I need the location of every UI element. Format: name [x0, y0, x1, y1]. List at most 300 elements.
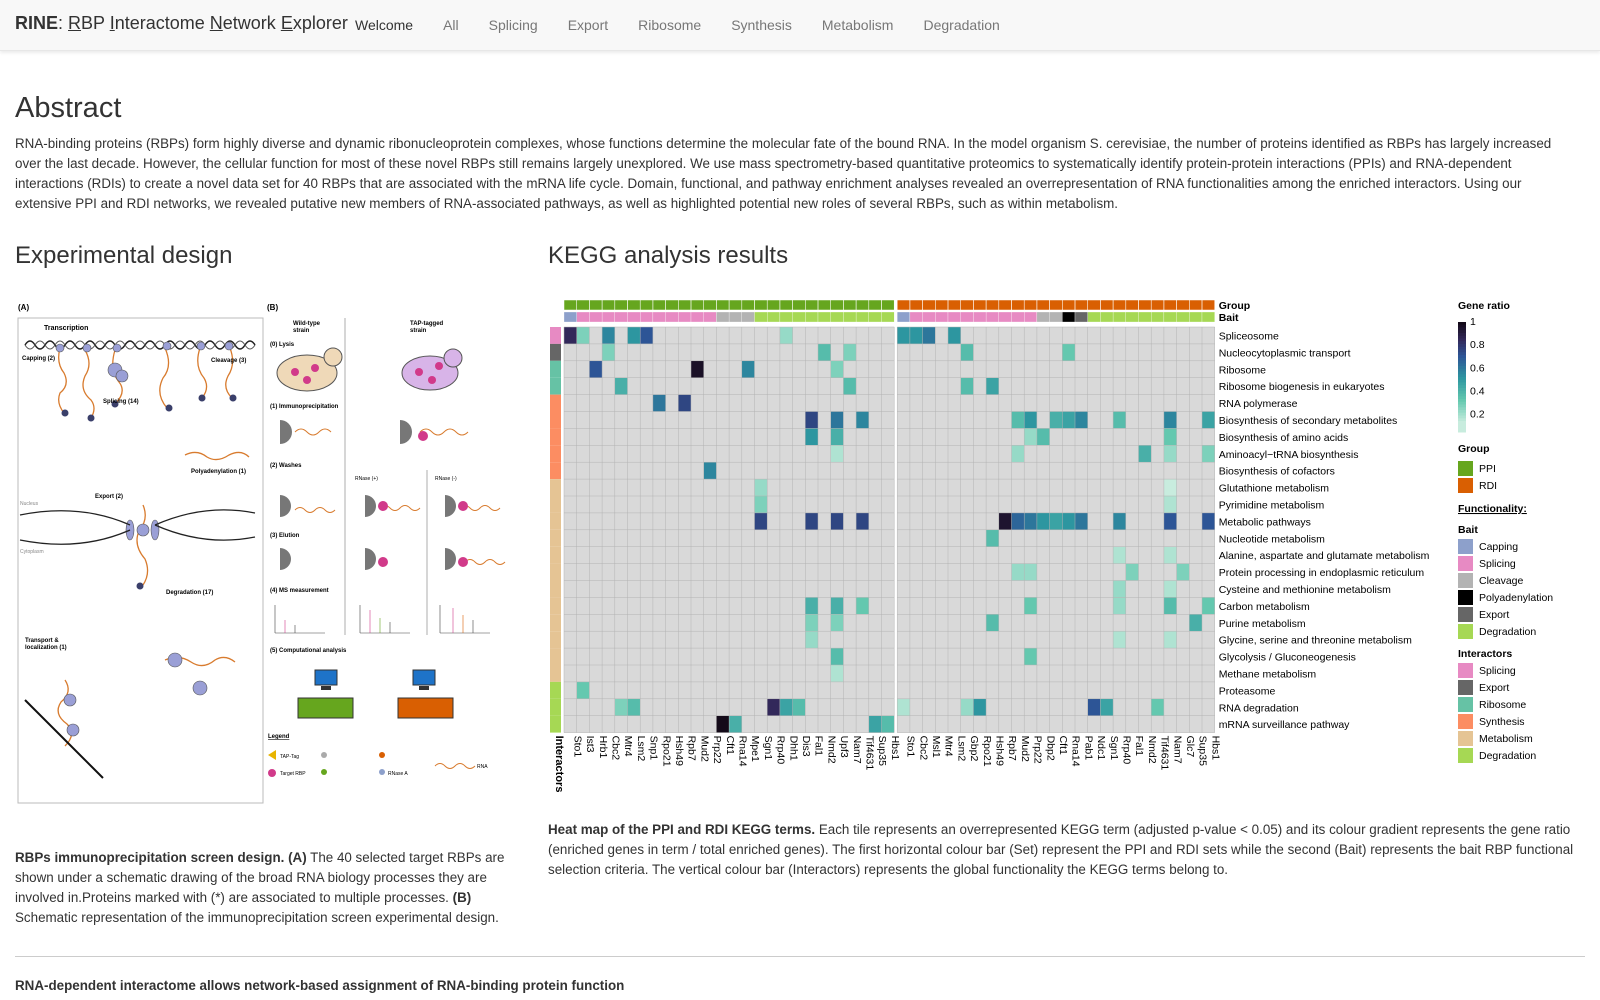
row-label: RNA degradation	[1218, 702, 1299, 715]
legend-target: Target RBP	[280, 771, 306, 777]
heatmap-tile	[1062, 412, 1075, 429]
cytoplasm-label: Cytoplasm	[20, 549, 44, 555]
heatmap-tile	[856, 597, 869, 614]
bait-bar-cell	[729, 312, 742, 322]
column-label: Mtr4	[942, 735, 955, 757]
bait-bar-cell	[923, 312, 936, 322]
column-label: Sgn1	[761, 735, 774, 761]
bait-legend-swatch	[1458, 607, 1473, 622]
heatmap-tile	[678, 395, 691, 412]
caption-bold-a: RBPs immunoprecipitation screen design. (A)	[15, 850, 307, 865]
heatmap-tile	[1012, 564, 1025, 581]
heatmap-tile	[805, 631, 818, 648]
ip-bead-tap	[400, 420, 412, 444]
heatmap-tile	[1164, 631, 1177, 648]
bait-bar-cell	[602, 312, 615, 322]
heatmap-tile	[1050, 412, 1063, 429]
bait-bar-cell	[948, 312, 961, 322]
heatmap-tile	[843, 344, 856, 361]
heatmap-tile	[961, 344, 974, 361]
column-label: Gbp2	[968, 735, 981, 762]
splicing-label: Splicing (14)	[103, 399, 139, 405]
bait-bar-cell	[986, 312, 999, 322]
brand-sep: :	[58, 13, 69, 33]
bait-legend-label: Export	[1479, 609, 1510, 621]
heatmap-tile	[1164, 479, 1177, 496]
gene-ratio-gradient	[1458, 429, 1466, 432]
heatmap-tile	[818, 344, 831, 361]
column-label: Hsh49	[993, 735, 1006, 766]
interactors-axis-label: Interactors	[553, 735, 565, 793]
interactor-legend-swatch	[1458, 748, 1473, 763]
ip-rna-wt	[295, 429, 331, 435]
heatmap-tile	[1050, 513, 1063, 530]
legend-rnase: RNase A	[388, 771, 408, 777]
heatmap-tile	[564, 327, 577, 344]
column-label: Snp1	[647, 735, 660, 761]
heatmap-tile	[831, 665, 844, 682]
legend-label: Legend	[268, 734, 290, 740]
transcription-label: Transcription	[44, 325, 89, 332]
bait-bar-cell	[882, 312, 895, 322]
gene-ratio-tick: 0.2	[1470, 408, 1485, 421]
column-label: Sup35	[1196, 735, 1209, 766]
interactor-legend-swatch	[1458, 680, 1473, 695]
row-label: Biosynthesis of amino acids	[1218, 431, 1349, 444]
kegg-heatmap	[548, 300, 1588, 805]
heatmap-tile	[780, 327, 793, 344]
gene-ratio-title: Gene ratio	[1458, 300, 1510, 312]
nav-tabs	[340, 0, 1015, 50]
interactor-bar-cell	[550, 344, 561, 361]
heatmap-tile	[602, 327, 615, 344]
bait-bar-cell	[628, 312, 641, 322]
column-label: Rpb7	[685, 735, 698, 761]
interactor-bar-cell	[550, 665, 561, 682]
elution-label: (3) Elution	[270, 533, 300, 539]
group-legend-swatch	[1458, 478, 1473, 493]
section-heading-rdi: RNA-dependent interactome allows network-based assignment of RNA-binding protein function	[15, 978, 625, 993]
interactor-legend-swatch	[1458, 663, 1473, 678]
heatmap-tile	[882, 716, 895, 733]
bait-bar-cell	[999, 312, 1012, 322]
rdi-box	[398, 698, 453, 718]
interactor-bar-cell	[550, 378, 561, 395]
column-label: Lsm2	[955, 735, 968, 762]
heatmap-tile	[986, 614, 999, 631]
heatmap-tile	[1113, 513, 1126, 530]
column-label: Pab1	[1082, 735, 1095, 761]
bait-bar-cell	[1164, 312, 1177, 322]
brand-r: R	[68, 13, 82, 33]
row-label: Aminoacyl−tRNA biosynthesis	[1218, 448, 1359, 461]
column-label: Msl1	[929, 735, 942, 758]
heatmap-tile	[1151, 699, 1164, 716]
column-label: Rrp40	[1120, 735, 1133, 765]
bait-bar-cell	[691, 312, 704, 322]
heatmap-tile	[831, 361, 844, 378]
heatmap-tile	[1024, 428, 1037, 445]
column-label: Cft1	[723, 735, 736, 755]
tap-bud	[444, 349, 462, 367]
column-label: Sup35	[876, 735, 889, 766]
brand-name: RINE	[15, 13, 59, 33]
bait-legend-swatch	[1458, 539, 1473, 554]
ip-bead-wt	[280, 420, 292, 444]
brand-part: xplorer	[292, 13, 348, 33]
heatmap-tile	[1075, 412, 1088, 429]
column-label: Tif4631	[863, 735, 876, 771]
interactor-bar-cell	[550, 462, 561, 479]
heatmap-tile	[628, 699, 641, 716]
brand-part: BP	[81, 13, 110, 33]
bait-bar-cell	[1024, 312, 1037, 322]
bait-bar-cell	[755, 312, 768, 322]
bait-bar-cell	[793, 312, 806, 322]
column-label: Fal1	[1133, 735, 1146, 757]
tab-all[interactable]: All	[443, 17, 459, 33]
ip-target-rbp	[418, 431, 428, 441]
caption-text-b: Schematic representation of the immunoprecipitation screen experimental design.	[15, 910, 499, 925]
heatmap-tile	[1024, 513, 1037, 530]
heatmap-tile	[1012, 412, 1025, 429]
heatmap-tile	[831, 412, 844, 429]
group-legend-label: RDI	[1479, 480, 1498, 492]
section-divider	[15, 956, 1585, 957]
heatmap-tile	[1164, 597, 1177, 614]
bait-bar-cell	[1062, 312, 1075, 322]
wildtype-bud	[324, 348, 342, 366]
column-label: Rna14	[1069, 735, 1082, 767]
bait-bar-cell	[869, 312, 882, 322]
ms-spectra	[275, 605, 490, 633]
design-caption	[15, 848, 515, 928]
heatmap-tile	[1037, 513, 1050, 530]
brand-part: nteractome	[114, 13, 210, 33]
column-label: Mpe1	[749, 735, 762, 762]
row-label: Ribosome biogenesis in eukaryotes	[1218, 381, 1385, 394]
heatmap-tile	[910, 327, 923, 344]
column-label: Tif4631	[1158, 735, 1171, 771]
row-label: Methane metabolism	[1218, 668, 1317, 681]
interactor-bar-cell	[550, 631, 561, 648]
row-label: Carbon metabolism	[1218, 600, 1310, 613]
interactor-bar-cell	[550, 513, 561, 530]
heatmap-tile	[704, 462, 717, 479]
heatmap-tile	[755, 496, 768, 513]
column-label: Hsh49	[672, 735, 685, 766]
interactor-bar-cell	[550, 547, 561, 564]
row-label: Purine metabolism	[1218, 617, 1306, 630]
column-label: Mtr4	[622, 735, 635, 757]
bait-bar-cell	[1202, 312, 1215, 322]
panel-a-label: (A)	[18, 303, 30, 312]
heatmap-tile	[973, 699, 986, 716]
bait-legend-title: Bait	[1458, 524, 1478, 536]
bait-bar-cell	[1012, 312, 1025, 322]
interactor-bar-cell	[550, 716, 561, 733]
group-legend-title: Group	[1458, 443, 1490, 455]
heatmap-tile	[1126, 564, 1139, 581]
bait-bar-cell	[1050, 312, 1063, 322]
bait-bar-cell	[767, 312, 780, 322]
heatmap-tile	[640, 327, 653, 344]
heatmap-tile	[1100, 699, 1113, 716]
washes-label: (2) Washes	[270, 463, 302, 469]
interactor-bar-cell	[550, 648, 561, 665]
legend-target-icon	[268, 769, 276, 777]
legend-ppi-icon	[321, 769, 327, 775]
interactor-bar-cell	[550, 496, 561, 513]
heatmap-tile	[1202, 445, 1215, 462]
column-label: Nmd2	[825, 735, 838, 764]
caption-text-a: The 40 selected target RBPs are shown under a schematic drawing of the broad RNA biology processes they are involved in.Proteins marked with (*) are associated to multiple processes.	[15, 850, 505, 905]
heatmap-tile	[999, 513, 1012, 530]
heatmap-tile	[831, 614, 844, 631]
kegg-caption-text: Each tile represents an overrepresented KEGG term (adjusted p-value < 0.05) and its colour gradient represents the gene ratio (enriched genes in term / total enriched genes). The first horizontal colour bar (Set) represent the PPI and RDI sets while the second (Bait) represents the bait RBP functional selection criteria. The vertical colour bar (Interactors) represents the global functionality the KEGG terms belong to.	[548, 822, 1574, 877]
row-label: Protein processing in endoplasmic reticulum	[1218, 567, 1425, 580]
row-label: RNA polymerase	[1218, 398, 1298, 411]
bait-bar-cell	[843, 312, 856, 322]
bait-bar-cell	[1037, 312, 1050, 322]
heatmap-tile	[1164, 581, 1177, 598]
top-navbar	[0, 0, 1600, 51]
tab-synthesis[interactable]: Synthesis	[731, 17, 792, 33]
heatmap-tile	[831, 648, 844, 665]
heatmap-tile	[805, 614, 818, 631]
heatmap-tile	[831, 513, 844, 530]
row-label: Nucleocytoplasmic transport	[1218, 347, 1351, 360]
row-label: Glutathione metabolism	[1218, 482, 1330, 495]
bait-bar-cell	[818, 312, 831, 322]
interactor-legend-swatch	[1458, 697, 1473, 712]
bait-bar-cell	[716, 312, 729, 322]
heatmap-tile	[1164, 547, 1177, 564]
column-label: Rpo21	[980, 735, 993, 767]
heatmap-tile	[948, 327, 961, 344]
bait-bar-cell	[1151, 312, 1164, 322]
transport-label: Transport & localization (1)	[25, 638, 67, 651]
heatmap-tile	[755, 479, 768, 496]
wildtype-label: Wild-type strain	[293, 321, 320, 334]
bait-bar-cell	[704, 312, 717, 322]
row-label: Proteasome	[1218, 685, 1276, 698]
legend-tap-icon	[268, 750, 276, 760]
interactor-legend-label: Ribosome	[1479, 699, 1527, 711]
interactor-legend-label: Synthesis	[1479, 716, 1525, 728]
interactor-bar-cell	[550, 327, 561, 344]
tab-ribosome[interactable]: Ribosome	[638, 17, 702, 33]
row-label: Glycolysis / Gluconeogenesis	[1218, 651, 1356, 664]
legend-rdi-icon	[379, 752, 385, 758]
heatmap-tile	[1113, 597, 1126, 614]
heatmap-tile	[986, 378, 999, 395]
bait-bar-cell	[1113, 312, 1126, 322]
bait-bar-cell	[935, 312, 948, 322]
heatmap-tile	[1113, 547, 1126, 564]
column-label: Dhh1	[787, 735, 800, 761]
bait-legend-swatch	[1458, 556, 1473, 571]
column-label: Rpo21	[660, 735, 673, 767]
bait-legend-swatch	[1458, 573, 1473, 588]
heatmap-tile	[755, 513, 768, 530]
heatmap-tile	[1113, 631, 1126, 648]
bait-bar-cell	[780, 312, 793, 322]
heatmap-tile	[961, 699, 974, 716]
heatmap-tile	[793, 699, 806, 716]
heatmap-tile	[1062, 344, 1075, 361]
heatmap-tile	[1113, 412, 1126, 429]
group-legend-swatch	[1458, 461, 1473, 476]
gene-ratio-tick: 0.4	[1470, 385, 1485, 398]
bait-legend-swatch	[1458, 590, 1473, 605]
capping-label: Capping (2)	[22, 356, 55, 362]
column-label: Rpb7	[1006, 735, 1019, 761]
column-label: Lsm2	[634, 735, 647, 762]
heatmap-tile	[780, 699, 793, 716]
heatmap-tile	[1202, 412, 1215, 429]
interactor-bar-cell	[550, 479, 561, 496]
panel-b-label: (B)	[267, 303, 279, 312]
tab-export[interactable]: Export	[567, 17, 609, 33]
heatmap-tile	[1139, 445, 1152, 462]
group-bar-label: Group	[1218, 300, 1251, 312]
interactor-bar-cell	[550, 581, 561, 598]
heatmap-tile	[615, 378, 628, 395]
computers	[315, 670, 435, 690]
rnase-minus-label: RNase (-)	[435, 476, 457, 482]
column-label: Nmd2	[1145, 735, 1158, 764]
heatmap-tile	[589, 361, 602, 378]
interactor-bar-cell	[550, 614, 561, 631]
heatmap-tile	[1113, 581, 1126, 598]
app-brand[interactable]	[15, 13, 348, 34]
column-label: Ist3	[584, 735, 597, 753]
legend-tap: TAP-Tag	[280, 754, 300, 760]
bait-bar-cell	[1088, 312, 1101, 322]
experimental-design-figure	[15, 300, 515, 810]
row-label: mRNA surveillance pathway	[1218, 719, 1350, 732]
row-label: Pyrimidine metabolism	[1218, 499, 1325, 512]
abstract-text: RNA-binding proteins (RBPs) form highly diverse and dynamic ribonucleoprotein complexes, whose functions determine the molecular fate of the bound RNA. In the model organism S. cerevisiae, the number of proteins identified as RBPs has largely increased over the last decade. However, the cellular function for most of these novel RBPs still remains largely unexplored. We use mass spectrometry-based quantitative proteomics to systematically identify protein-protein interactions (PPIs) and RNA-dependent interactions (RDIs) to create a novel data set for 40 RBPs that are associated with the mRNA life cycle. Domain, functional, and pathway enrichment analyses revealed an overrepresentation of RNA functionalities among the enriched interactors. Using our extensive PPI and RDI networks, we revealed putative new members of RNA-associated pathways, as well as highlighted potential new roles of several RBPs, such as within metabolism.	[15, 136, 1552, 211]
heatmap-tile	[986, 530, 999, 547]
gene-ratio-tick: 0.8	[1470, 339, 1485, 352]
bait-legend-label: Splicing	[1479, 558, 1516, 570]
heatmap-tile	[1189, 614, 1202, 631]
bait-bar-cell	[640, 312, 653, 322]
heatmap-tile	[1024, 564, 1037, 581]
bait-legend-label: Cleavage	[1479, 575, 1524, 587]
row-label: Alanine, aspartate and glutamate metabolism	[1218, 550, 1430, 563]
heatmap-tile	[1075, 513, 1088, 530]
functionality-title: Functionality:	[1458, 503, 1527, 515]
nucleus-label: Nucleus	[20, 501, 39, 507]
wash-beads	[280, 495, 456, 570]
cleavage-label: Cleavage (3)	[211, 358, 247, 364]
interactor-bar-cell	[550, 395, 561, 412]
wash-rna	[295, 506, 505, 565]
column-label: Sgn1	[1107, 735, 1120, 761]
row-label: Spliceosome	[1218, 330, 1279, 343]
ip-label: (1) Immunoprecipitation	[270, 404, 339, 410]
bait-bar-cell	[973, 312, 986, 322]
heatmap-tile	[869, 716, 882, 733]
interactor-bar-cell	[550, 361, 561, 378]
heatmap-tile	[1062, 513, 1075, 530]
interactor-legend-label: Export	[1479, 682, 1510, 694]
interactor-legend-swatch	[1458, 731, 1473, 746]
column-label: Fal1	[812, 735, 825, 757]
tap-strain-label: TAP-tagged strain	[410, 321, 444, 334]
gene-ratio-tick: 0.6	[1470, 362, 1485, 375]
bait-legend-label: Polyadenylation	[1479, 592, 1554, 604]
heatmap-tile	[1024, 597, 1037, 614]
heatmap-tile	[897, 327, 910, 344]
column-label: Dbp2	[1044, 735, 1057, 761]
interactor-bar-cell	[550, 445, 561, 462]
brand-part: etwork	[222, 13, 281, 33]
heatmap-tile	[628, 327, 641, 344]
bait-bar-cell	[678, 312, 691, 322]
tab-splicing[interactable]: Splicing	[488, 17, 538, 33]
column-label: Dis3	[799, 735, 812, 757]
bait-bar-label: Bait	[1218, 312, 1239, 324]
heatmap-tile	[1024, 412, 1037, 429]
heatmap-tile	[805, 428, 818, 445]
heatmap-tile	[1202, 513, 1215, 530]
interactor-legend-swatch	[1458, 714, 1473, 729]
gene-ratio-tick: 1	[1470, 316, 1476, 328]
bait-bar-cell	[1075, 312, 1088, 322]
interactor-bar-cell	[550, 597, 561, 614]
bait-legend-label: Degradation	[1479, 626, 1537, 638]
column-label: Prp22	[711, 735, 724, 764]
column-label: Hrb1	[596, 735, 609, 759]
interactor-legend-title: Interactors	[1458, 648, 1513, 660]
heatmap-tile	[577, 682, 590, 699]
heatmap-tile	[729, 716, 742, 733]
interactor-bar-cell	[550, 564, 561, 581]
kegg-heading: KEGG analysis results	[548, 242, 789, 269]
tab-degradation[interactable]: Degradation	[923, 17, 1000, 33]
degradation-label: Degradation (17)	[166, 590, 214, 596]
row-label: Biosynthesis of cofactors	[1218, 465, 1335, 478]
kegg-caption	[548, 820, 1588, 880]
bait-bar-cell	[1189, 312, 1202, 322]
bait-bar-cell	[589, 312, 602, 322]
column-label: Sto1	[571, 735, 584, 758]
heatmap-tile	[831, 428, 844, 445]
bait-bar-cell	[1177, 312, 1190, 322]
heatmap-tile	[831, 445, 844, 462]
tab-welcome[interactable]: Welcome	[355, 17, 414, 33]
kegg-caption-bold: Heat map of the PPI and RDI KEGG terms.	[548, 822, 816, 837]
column-label: Prp22	[1031, 735, 1044, 764]
column-label: Sto1	[904, 735, 917, 758]
bait-bar-cell	[1139, 312, 1152, 322]
legend-rnase-icon	[379, 769, 385, 775]
brand-i: I	[109, 13, 115, 33]
legend-rna: RNA	[477, 764, 488, 770]
tab-metabolism[interactable]: Metabolism	[821, 17, 894, 33]
brand-n: N	[209, 13, 223, 33]
bait-bar-cell	[742, 312, 755, 322]
legend-unspecific-icon	[321, 752, 327, 758]
row-label: Ribosome	[1218, 364, 1266, 377]
heatmap-tile	[716, 716, 729, 733]
column-label: Glc7	[1183, 735, 1196, 758]
bait-legend-swatch	[1458, 624, 1473, 639]
